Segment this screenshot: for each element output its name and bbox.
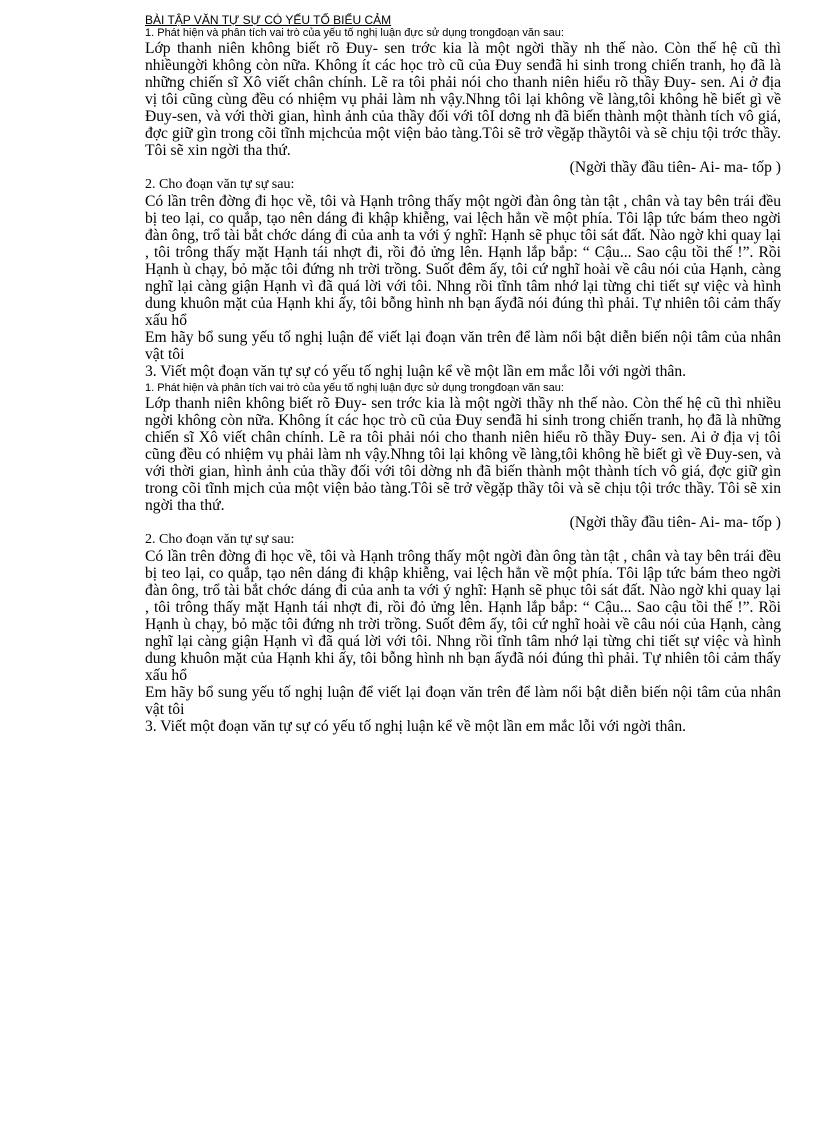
document-page [145, 14, 781, 735]
question-2-task: Em hãy bổ sung yếu tố nghị luận để viết lại đoạn văn trên để làm nổi bật diễn biến nội tâm của nhân vật tôi [145, 684, 781, 718]
question-3: 3. Viết một đoạn văn tự sự có yếu tố nghị luận kể về một lần em mắc lỗi với ngời thân. [145, 363, 687, 380]
question-1-intro: 1. Phát hiện và phân tích vai trò của yếu tố nghị luận đực sử dụng trongđoạn văn sau: [145, 27, 564, 39]
question-2-passage: Có lần trên đờng đi học về, tôi và Hạnh trông thấy một ngời đàn ông tàn tật , chân và tay bên trái đều bị teo lại, co quắp, tạo nên dáng đi khập khiễng, vai lệch hẳn về một phía. Tôi lập tức bám theo ngời đàn ông, trổ tài bắt chớc dáng đi của anh ta với ý nghĩ: Hạnh sẽ phục tôi sát đất. Nào ngờ khi quay lại , tôi trông thấy mặt Hạnh tái nhợt đi, rồi đỏ ửng lên. Hạnh lắp bắp: “ Cậu... Sao cậu tồi thế !”. Rồi Hạnh ù chạy, bỏ mặc tôi đứng nh trời trồng. Suốt đêm ấy, tôi cứ nghĩ hoài về câu nói của Hạnh, càng nghĩ lại càng giận Hạnh vì đã quá lời với tôi. Nhng rồi tĩnh tâm nhớ lại từng chi tiết sự việc và hình dung khuôn mặt của Hạnh khi ấy, tôi bỗng hình nh bạn ấyđã nói đúng thì phải. Tự nhiên tôi cảm thấy xấu hổ [145, 548, 781, 684]
question-1-passage: Lớp thanh niên không biết rõ Đuy- sen trớc kia là một ngời thầy nh thế nào. Còn thế hệ cũ thì nhiều ngời không còn nữa. Không ít các học trò cũ của Đuy senđã hi sinh trong chiến tranh, họ đã là những chiến sĩ Xô viết chân chính. Lẽ ra tôi phải nói cho thanh niên hiểu rõ thầy Đuy- sen. Ai ở địa vị tôi cũng đều có nhiệm vụ phải làm nh vậy.Nhng tôi lại không về làng,tôi không hề biết gì về Đuy-sen, và với thời gian, hình ảnh của thầy đối với tôi dờng nh đã biến thành một thành tích vô giá, đợc giữ gìn trong cõi tĩnh mịch của một viện bảo tàng.Tôi sẽ trở vềgặp thầy tôi và sẽ chịu tội trớc thầy. Tôi sẽ xin ngời tha thứ. [145, 395, 781, 514]
question-1-intro: 1. Phát hiện và phân tích vai trò của yếu tố nghị luận đực sử dụng trongđoạn văn sau: [145, 382, 564, 394]
question-2-intro: 2. Cho đoạn văn tự sự sau: [145, 532, 295, 547]
exercise-block-1 [145, 27, 781, 380]
question-2-task: Em hãy bổ sung yếu tố nghị luận để viết lại đoạn văn trên để làm nổi bật diễn biến nội tâm của nhân vật tôi [145, 329, 781, 363]
question-1-citation: (Ngời thầy đầu tiên- Ai- ma- tốp ) [569, 514, 781, 531]
question-2-intro: 2. Cho đoạn văn tự sự sau: [145, 177, 295, 192]
exercise-block-2 [145, 382, 781, 735]
question-3: 3. Viết một đoạn văn tự sự có yếu tố nghị luận kể về một lần em mắc lỗi với ngời thân. [145, 718, 687, 735]
document-title: BÀI TẬP VĂN TỰ SỰ CÓ YẾU TỐ BIỂU CẢM [145, 13, 392, 27]
question-2-passage: Có lần trên đờng đi học về, tôi và Hạnh trông thấy một ngời đàn ông tàn tật , chân và tay bên trái đều bị teo lại, co quắp, tạo nên dáng đi khập khiễng, vai lệch hẳn về một phía. Tôi lập tức bám theo ngời đàn ông, trổ tài bắt chớc dáng đi của anh ta với ý nghĩ: Hạnh sẽ phục tôi sát đất. Nào ngờ khi quay lại , tôi trông thấy mặt Hạnh tái nhợt đi, rồi đỏ ửng lên. Hạnh lắp bắp: “ Cậu... Sao cậu tồi thế !”. Rồi Hạnh ù chạy, bỏ mặc tôi đứng nh trời trồng. Suốt đêm ấy, tôi cứ nghĩ hoài về câu nói của Hạnh, càng nghĩ lại càng giận Hạnh vì đã quá lời với tôi. Nhng rồi tĩnh tâm nhớ lại từng chi tiết sự việc và hình dung khuôn mặt của Hạnh khi ấy, tôi bỗng hình nh bạn ấyđã nói đúng thì phải. Tự nhiên tôi cảm thấy xấu hổ [145, 193, 781, 329]
question-1-citation: (Ngời thầy đầu tiên- Ai- ma- tốp ) [569, 159, 781, 176]
question-1-passage: Lớp thanh niên không biết rõ Đuy- sen trớc kia là một ngời thầy nh thế nào. Còn thế hệ cũ thì nhiềungời không còn nữa. Không ít các học trò cũ của Đuy senđã hi sinh trong chiến tranh, họ đã là những chiến sĩ Xô viết chân chính. Lẽ ra tôi phải nói cho thanh niên hiểu rõ thầy Đuy- sen. Ai ở địa vị tôi cũng cùng đều có nhiệm vụ phải làm nh vậy.Nhng tôi lại không về làng,tôi không hề biết gì về Đuy-sen, và với thời gian, hình ảnh của thầy đối với tôI dơng nh đã biến thành một thành tích vô giá, đợc giữ gìn trong cõi tĩnh mịchcủa một viện bảo tàng.Tôi sẽ trở vềgặp thầytôi và sẽ chịu tội trớc thầy. Tôi sẽ xin ngời tha thứ. [145, 40, 781, 159]
